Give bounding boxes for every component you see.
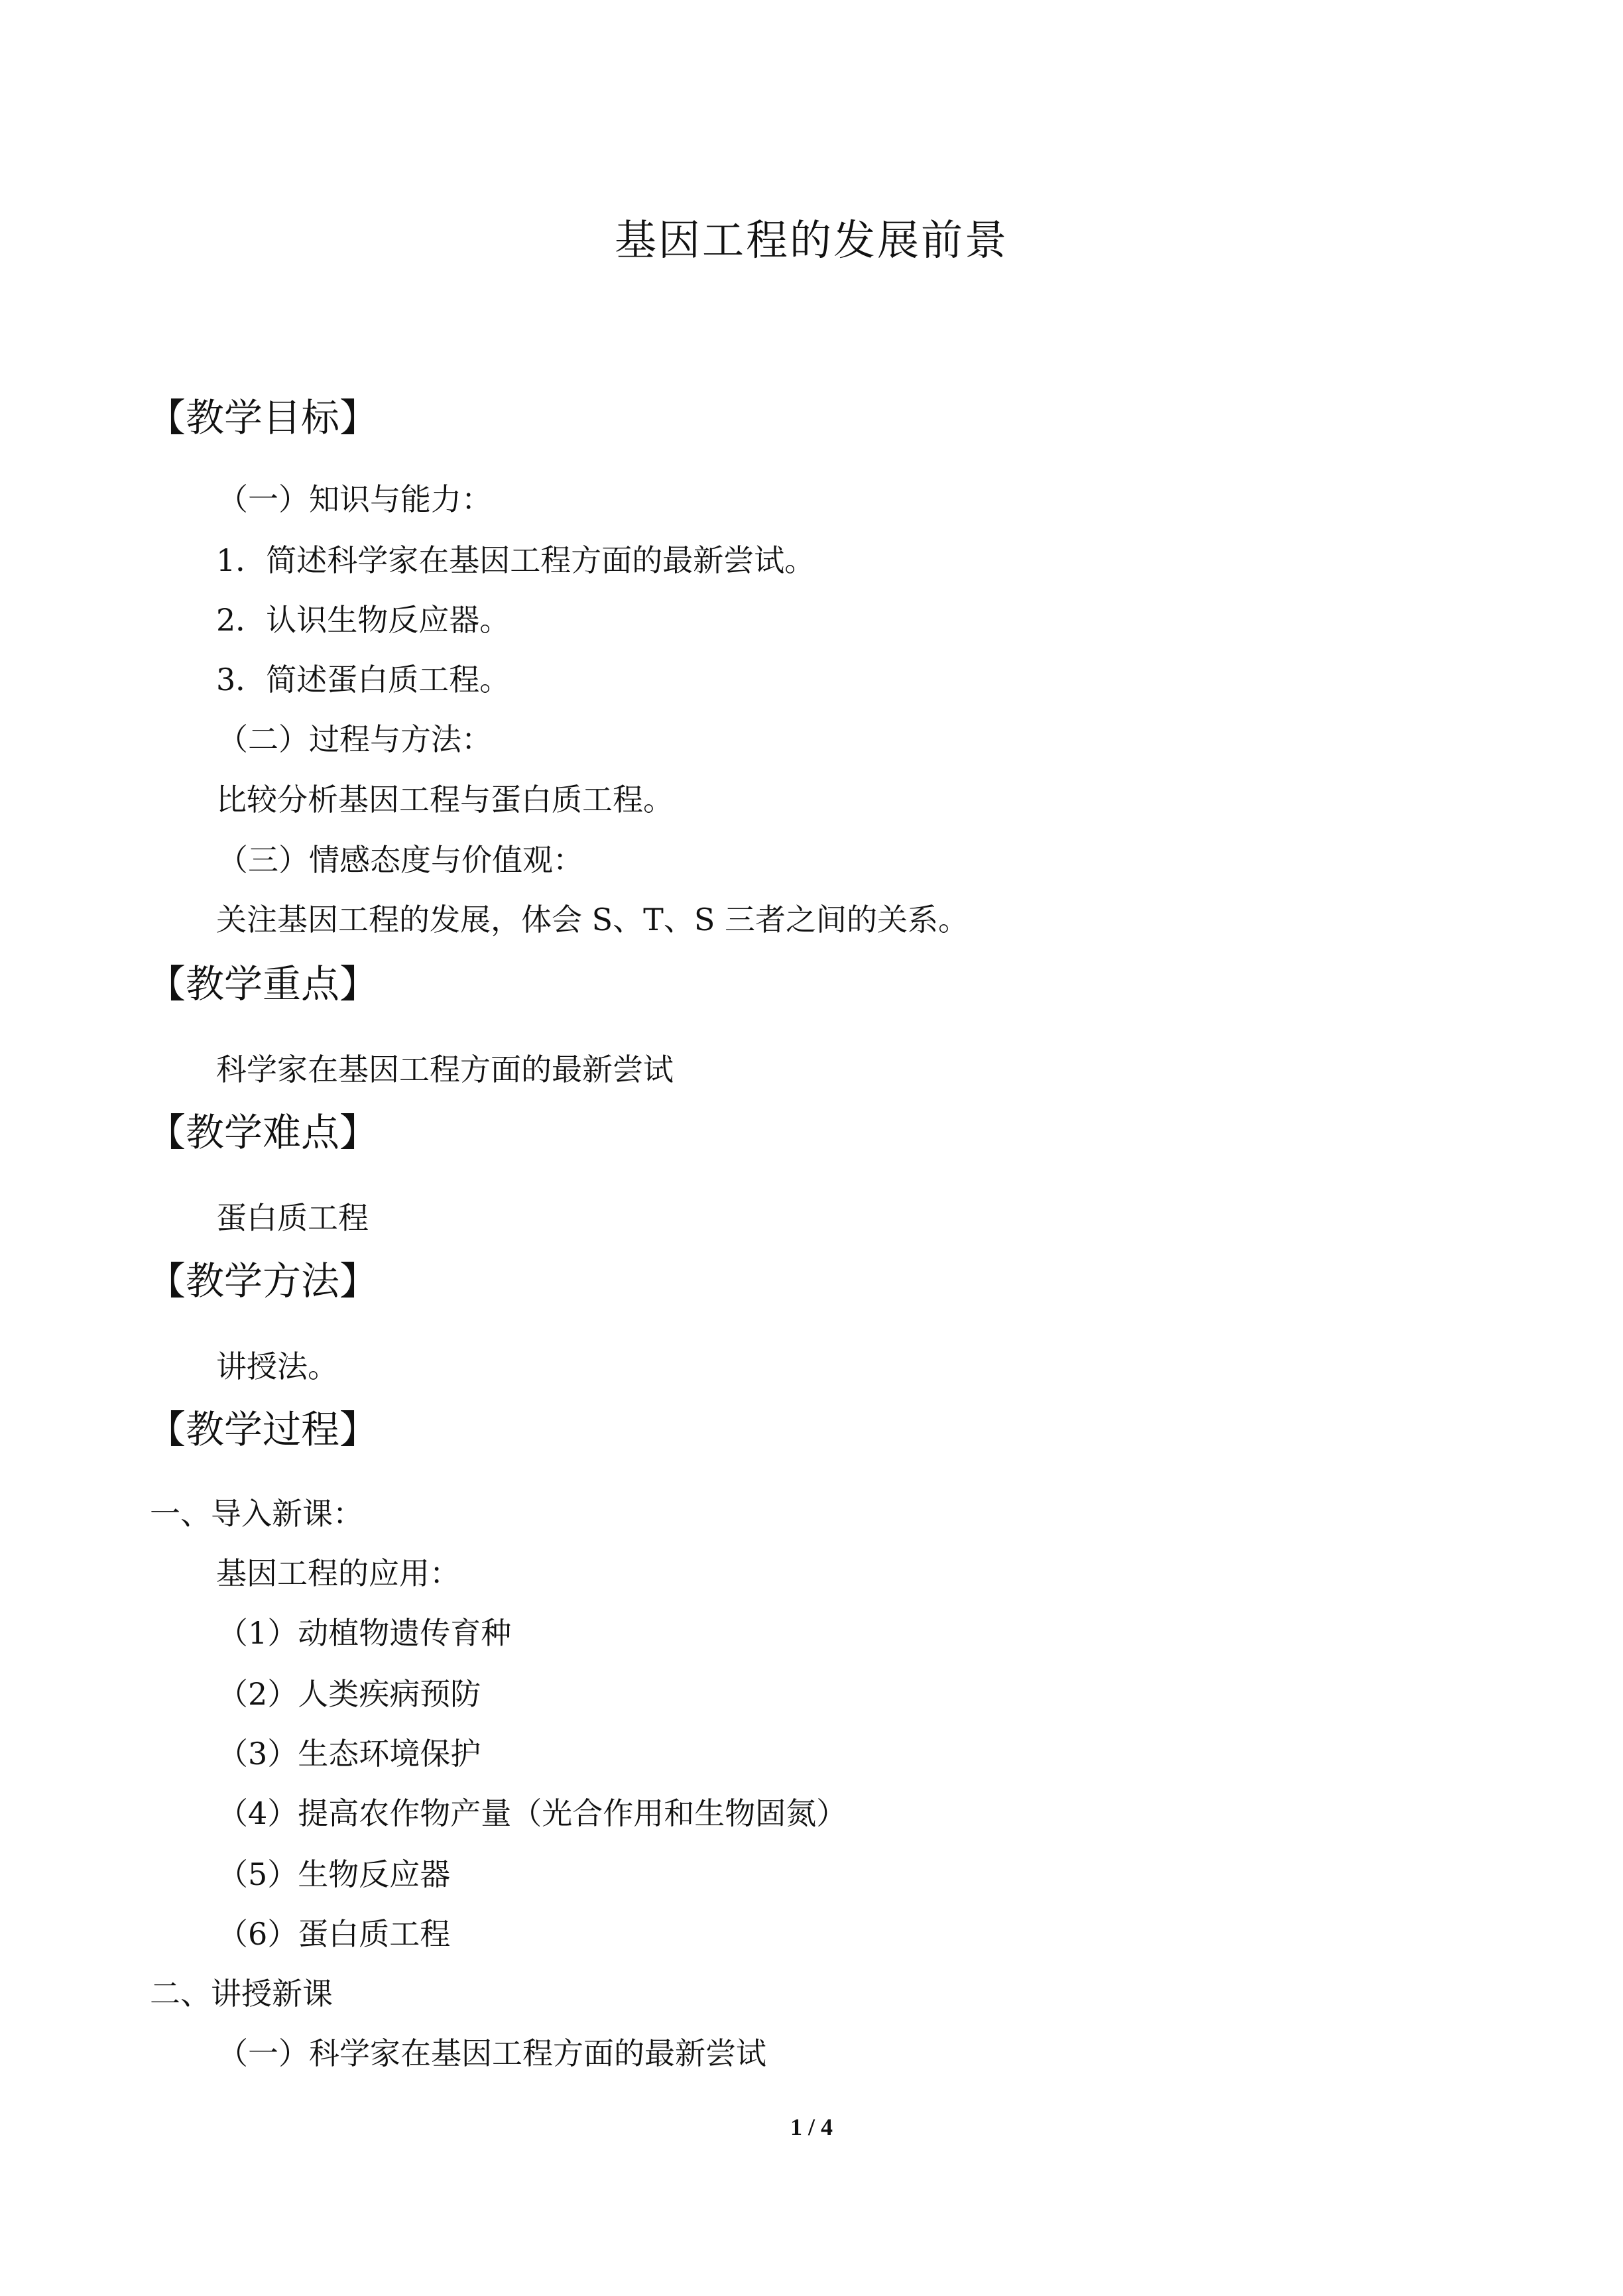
objective-line: 关注基因工程的发展，体会 S、T、S 三者之间的关系。 (216, 902, 969, 937)
process-line: （5）生物反应器 (217, 1856, 451, 1892)
objective-line: （一）知识与能力： (217, 481, 492, 517)
objective-line: 2．认识生物反应器。 (216, 602, 511, 638)
section-heading-methods: 【教学方法】 (147, 1258, 379, 1303)
objective-line: （二）过程与方法： (217, 721, 492, 757)
process-line: （2）人类疾病预防 (217, 1676, 481, 1712)
process-line: （1）动植物遗传育种 (217, 1615, 512, 1651)
process-line: 二、讲授新课 (150, 1976, 333, 2012)
section-heading-objectives: 【教学目标】 (147, 395, 379, 440)
process-line: （6）蛋白质工程 (217, 1916, 451, 1952)
key-point-line: 科学家在基因工程方面的最新尝试 (216, 1052, 674, 1087)
process-line: （4）提高农作物产量（光合作用和生物固氮） (217, 1795, 847, 1831)
section-heading-key-points: 【教学重点】 (147, 961, 379, 1006)
section-heading-process: 【教学过程】 (147, 1407, 379, 1452)
objective-line: 1．简述科学家在基因工程方面的最新尝试。 (216, 542, 815, 578)
process-line: 一、导入新课： (150, 1496, 363, 1532)
section-heading-difficulties: 【教学难点】 (147, 1110, 379, 1155)
process-line: （3）生态环境保护 (217, 1736, 481, 1772)
method-line: 讲授法。 (216, 1349, 338, 1384)
difficulty-line: 蛋白质工程 (216, 1200, 369, 1236)
objective-line: 3．简述蛋白质工程。 (216, 662, 511, 697)
objective-line: 比较分析基因工程与蛋白质工程。 (216, 782, 674, 817)
document-title: 基因工程的发展前景 (615, 216, 1008, 265)
process-line: （一）科学家在基因工程方面的最新尝试 (217, 2035, 766, 2071)
objective-line: （三）情感态度与价值观： (217, 842, 583, 878)
process-line: 基因工程的应用： (216, 1555, 460, 1591)
page-number: 1 / 4 (790, 2114, 833, 2140)
